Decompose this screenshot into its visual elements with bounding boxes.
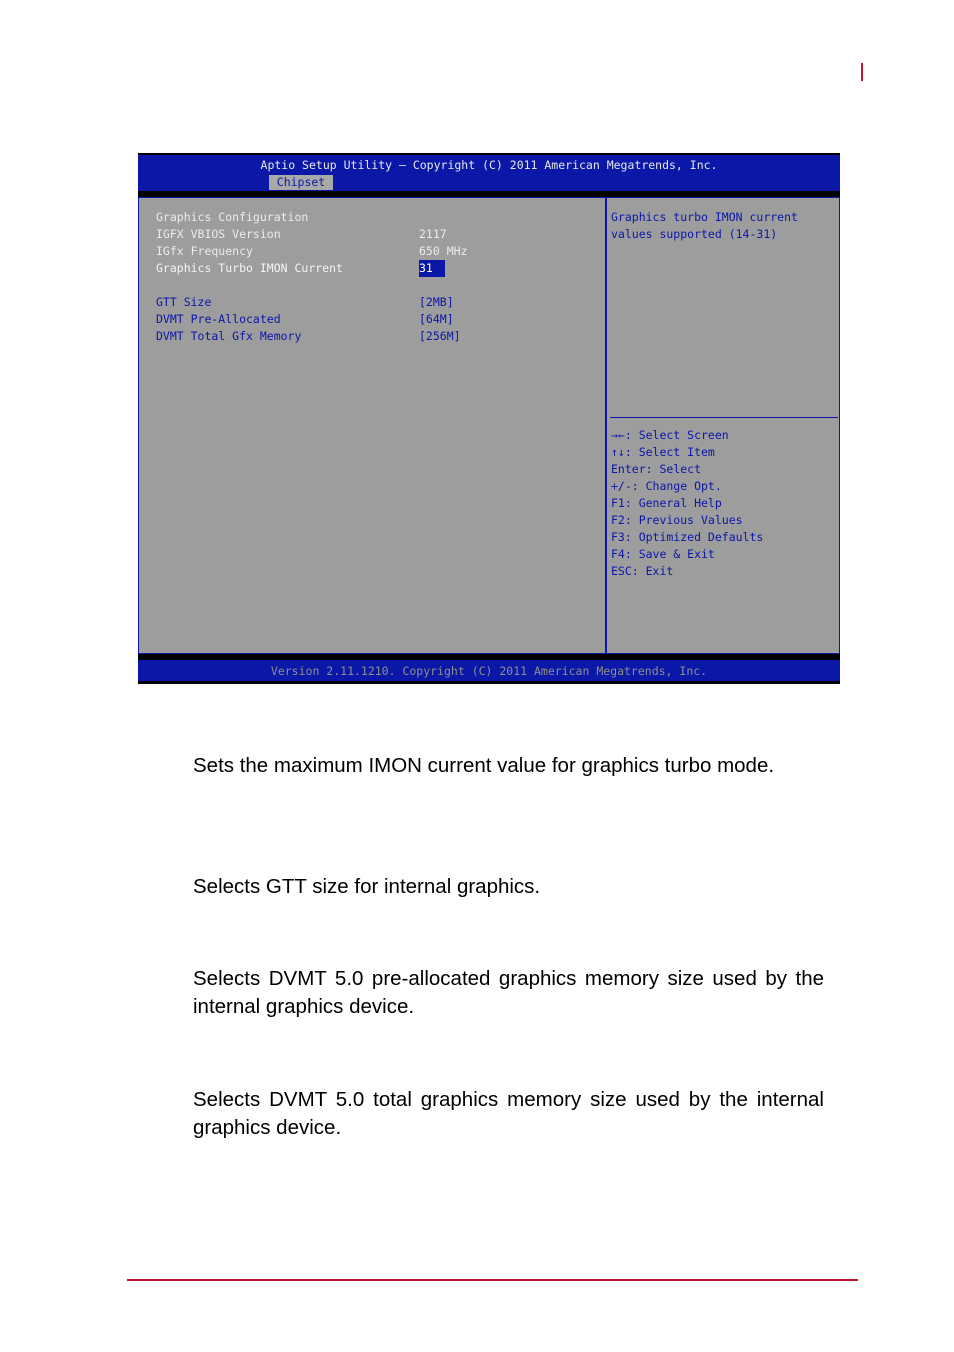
key-legend-item: ESC: Exit [611,564,674,578]
key-legend-item: F3: Optimized Defaults [611,530,764,544]
option-row-dvmt-total-gfx[interactable] [156,328,596,345]
help-text-line: Graphics turbo IMON current [611,210,798,224]
key-legend-item: F2: Previous Values [611,513,743,527]
description-gtt-size: Selects GTT size for internal graphics. [193,875,541,898]
key-legend-item: →←: Select Screen [611,428,729,442]
option-label: DVMT Total Gfx Memory [156,329,302,343]
key-legend-item: F4: Save & Exit [611,547,715,561]
option-label: DVMT Pre-Allocated [156,312,281,326]
key-legend-item: +/-: Change Opt. [611,479,722,493]
imon-current-value-field[interactable]: 31 [419,260,445,277]
info-label: IGFX VBIOS Version [156,227,281,241]
panel-divider [605,197,607,654]
key-legend-item: ↑↓: Select Item [611,445,715,459]
footer-rule [127,1279,858,1281]
option-value[interactable]: [64M] [419,312,454,326]
option-value[interactable]: [2MB] [419,295,454,309]
info-value: 650 MHz [419,244,468,258]
help-divider [610,417,838,418]
info-row-frequency [156,243,596,260]
info-label: IGfx Frequency [156,244,253,258]
bios-title: Aptio Setup Utility – Copyright (C) 2011 American Megatrends, Inc. [260,158,718,172]
description-imon-current: Sets the maximum IMON current value for graphics turbo mode. [193,754,775,777]
key-legend-item: Enter: Select [611,462,702,476]
option-row-imon-current[interactable] [156,260,596,277]
bios-version-text: Version 2.11.1210. Copyright (C) 2011 American Megatrends, Inc. [270,664,708,678]
option-row-dvmt-pre-allocated[interactable] [156,311,596,328]
option-label: Graphics Turbo IMON Current [156,261,343,275]
info-row-vbios [156,226,596,243]
help-text-line: values supported (14-31) [611,227,778,241]
key-legend [611,427,837,580]
option-row-gtt-size[interactable] [156,294,596,311]
description-dvmt-total: Selects DVMT 5.0 total graphics memory size used by the internal graphics device. [193,1088,824,1139]
section-title: Graphics Configuration [156,210,309,224]
section-title-row [156,209,596,226]
tab-chipset[interactable]: Chipset [269,175,333,190]
bios-screenshot [138,153,840,684]
option-value[interactable]: [256M] [419,329,461,343]
header-accent-mark [861,63,863,81]
info-value: 2117 [419,227,447,241]
key-legend-item: F1: General Help [611,496,722,510]
option-label: GTT Size [156,295,212,309]
description-dvmt-pre-allocated: Selects DVMT 5.0 pre-allocated graphics memory size used by the internal graphics device. [193,967,824,1018]
